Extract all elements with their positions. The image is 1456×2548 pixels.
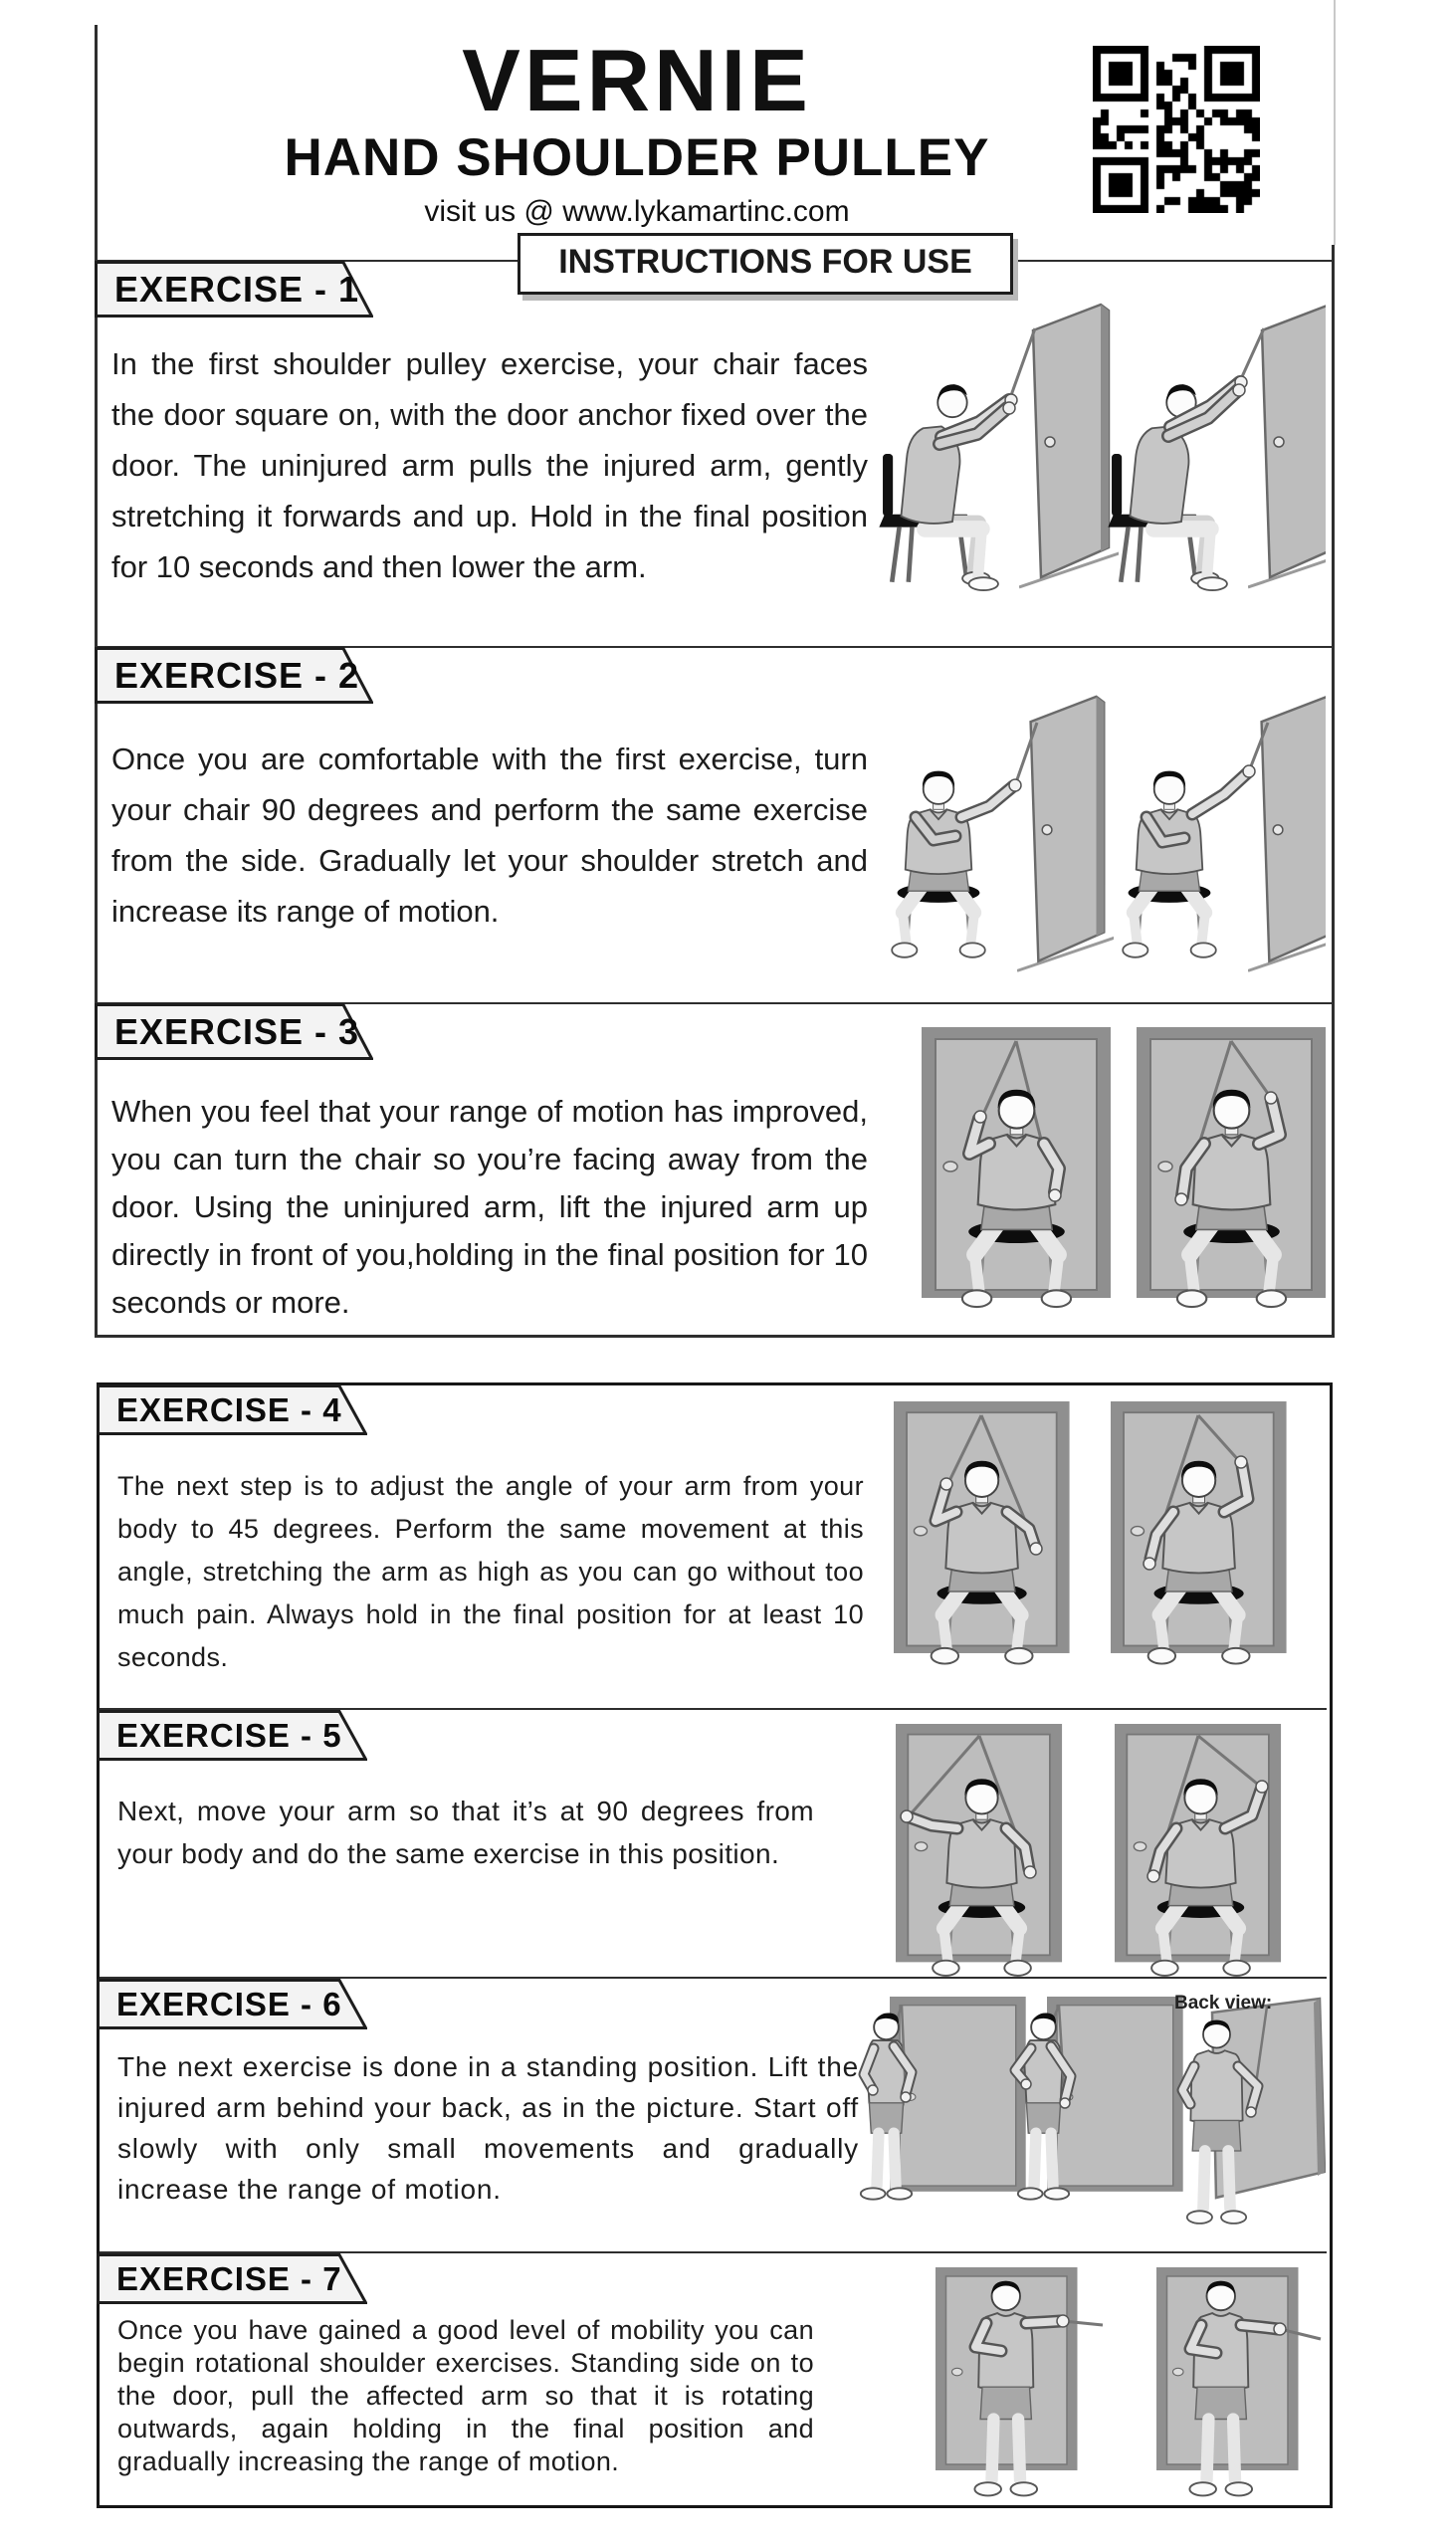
- tab-exercise-1: [95, 261, 373, 318]
- ex1-figure-door-pair-1: [879, 305, 1131, 590]
- ex3-figure-door-2: [1137, 1027, 1326, 1307]
- ex5-figure-door-1: [896, 1724, 1062, 1976]
- tab-exercise-5: [97, 1710, 367, 1761]
- ex7-standing-figure-2: [1156, 2267, 1321, 2495]
- ex6-standing-figure-1: [861, 1997, 1026, 2200]
- exercise-3-text: When you feel that your range of motion has improved, you can turn the chair so you’re facing away from the door. Using the uninjured arm, lift the injured arm up directly in front of you,holding in the final position for 10 seconds or more.: [111, 1094, 868, 1320]
- exercise-7-illustration: [896, 2259, 1324, 2504]
- right-border-line: [1332, 245, 1335, 1337]
- tab-label: EXERCISE - 6: [116, 1985, 342, 2022]
- right-border-line-faint: [1334, 0, 1336, 245]
- tab-label: EXERCISE - 2: [114, 654, 360, 696]
- ex2-figure-door-pair-2: [1123, 697, 1326, 970]
- ex5-figure-door-2: [1115, 1724, 1281, 1976]
- exercise-7-text: Once you have gained a good level of mobility you can begin rotational shoulder exercises. Standing side on to the door, pull the affected arm so that it is rotating outwards, again holding in the final position and gradually increasing the range of motion.: [117, 2315, 814, 2476]
- ex3-figure-door-1: [922, 1027, 1111, 1307]
- exercise-6-text: The next exercise is done in a standing position. Lift the injured arm behind your back, as in the picture. Start off slowly with only small movements and gradually increase the range of motion.: [117, 2051, 859, 2205]
- tab-label: EXERCISE - 7: [116, 2259, 342, 2297]
- exercise-4-illustration: [884, 1395, 1318, 1696]
- back-view-note: Back view:: [1174, 1993, 1273, 2014]
- ex6-standing-figure-back-view: [1182, 1999, 1325, 2224]
- tab-label: EXERCISE - 5: [116, 1716, 342, 1754]
- product-title: HAND SHOULDER PULLEY: [284, 128, 990, 187]
- qr-code: [1093, 46, 1260, 213]
- exercise-1-text: In the first shoulder pulley exercise, your chair faces the door square on, with the door anchor fixed over the door. The uninjured arm pulls the injured arm, gently stretching it forwards and up. Hold in the final position for 10 seconds and then lower the arm.: [111, 346, 868, 584]
- ex4-figure-door-2: [1111, 1401, 1287, 1664]
- tab-label: EXERCISE - 1: [114, 268, 360, 310]
- exercise-6-illustration: [856, 1991, 1326, 2241]
- section1-bottom-line: [95, 1335, 1335, 1338]
- tab-exercise-6: [97, 1979, 367, 2029]
- ex7-standing-figure-1: [936, 2267, 1103, 2495]
- exercise-3-illustration: [908, 1023, 1326, 1332]
- ex2-figure-door-pair-1: [892, 697, 1125, 970]
- ex6-standing-figure-2: [1015, 1997, 1183, 2200]
- exercise-2-illustration: [868, 689, 1326, 997]
- instructions-banner: INSTRUCTIONS FOR USE: [518, 233, 1013, 295]
- exercise-5-illustration: [884, 1720, 1318, 1993]
- tab-label: EXERCISE - 3: [114, 1010, 360, 1052]
- tab-exercise-4: [97, 1384, 367, 1435]
- exercise-2-text: Once you are comfortable with the first exercise, turn your chair 90 degrees and perform the same exercise from the side. Gradually let your shoulder stretch and increase its range of motion.: [111, 742, 868, 929]
- exercise-1-illustration: [868, 295, 1326, 641]
- exercise-5-text: Next, move your arm so that it’s at 90 degrees from your body and do the same exercise in this position.: [117, 1796, 814, 1869]
- tab-label: EXERCISE - 4: [116, 1390, 342, 1428]
- ex1-figure-door-pair-2: [1108, 305, 1326, 590]
- website-link: visit us @ www.lykamartinc.com: [424, 195, 850, 228]
- tab-exercise-2: [95, 647, 373, 704]
- tab-exercise-3: [95, 1003, 373, 1060]
- tab-exercise-7: [97, 2253, 367, 2304]
- brand-title: VERNIE: [462, 31, 812, 129]
- exercise-4-text: The next step is to adjust the angle of your arm from your body to 45 degrees. Perform the same movement at this angle, stretching the arm as high as you can go without too much pain. Always hold in the final position for at least 10 seconds.: [117, 1471, 864, 1672]
- ex4-figure-door-1: [894, 1401, 1070, 1664]
